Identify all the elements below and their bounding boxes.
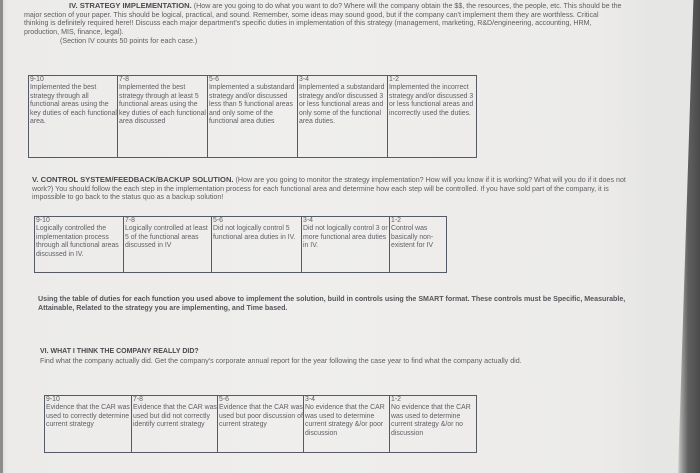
rubric-desc: Did not logically control 5 functional area duties in IV.: [213, 225, 296, 241]
table-row: [45, 396, 477, 453]
rubric-desc: Implemented a substandard strategy and/or discussed less than 5 functional areas and only some of the functional area duties: [209, 84, 295, 126]
rubric-cell: [212, 217, 302, 273]
rubric-cell: [124, 217, 212, 273]
section-iv-rubric-table: [28, 75, 477, 158]
rubric-score: 9-10: [36, 217, 50, 224]
rubric-score: 9-10: [46, 396, 60, 403]
section-v-rubric-table: [34, 216, 447, 273]
rubric-score: 7-8: [125, 217, 135, 224]
rubric-score: 1-2: [389, 76, 399, 83]
smart-controls-note: [38, 295, 688, 312]
page-right-shadow: [678, 0, 700, 473]
section-iv-heading: IV. STRATEGY IMPLEMENTATION.: [69, 1, 192, 10]
rubric-desc: Logically controlled at least 5 of the functional areas discussed in IV: [125, 225, 208, 250]
rubric-cell: [390, 396, 477, 453]
section-vi-heading: VI. WHAT I THINK THE COMPANY REALLY DID?: [40, 348, 199, 355]
rubric-score: 7-8: [119, 76, 129, 83]
rubric-desc: Control was basically non-existent for IV: [391, 225, 434, 250]
rubric-desc: Evidence that the CAR was used but did not correctly identify current strategy: [133, 404, 217, 429]
section-iv-intro: [24, 2, 684, 46]
section-iv-line-1: (How are you going to do what you want to do? Where will the company obtain the $$, the resources, the people, etc. This should be the: [193, 2, 622, 10]
rubric-cell: [132, 396, 218, 453]
rubric-cell: [390, 217, 447, 273]
rubric-desc: Implemented the incorrect strategy and/or discussed 3 or less functional areas and incorrectly used the duties.: [389, 84, 474, 117]
rubric-cell: [298, 76, 388, 158]
section-vi-intro: [40, 348, 680, 365]
rubric-desc: Logically controlled the implementation process through all functional areas discussed in IV.: [36, 225, 119, 258]
rubric-score: 3-4: [303, 217, 313, 224]
rubric-score: 9-10: [30, 76, 44, 83]
section-v-intro: [32, 176, 682, 202]
rubric-cell: [45, 396, 132, 453]
rubric-desc: Implemented the best strategy through all functional areas using the key duties of each functional area.: [30, 84, 117, 126]
rubric-desc: No evidence that the CAR was used to determine current strategy &/or no discussion: [391, 404, 471, 437]
rubric-cell: [208, 76, 298, 158]
rubric-score: 1-2: [391, 217, 401, 224]
section-v-heading: V. CONTROL SYSTEM/FEEDBACK/BACKUP SOLUTION.: [32, 175, 234, 184]
section-vi-rubric-table: [44, 395, 477, 453]
rubric-score: 3-4: [305, 396, 315, 403]
rubric-desc: Implemented the best strategy through at least 5 functional areas using the key duties of each functional area discussed: [119, 84, 206, 126]
rubric-score: 7-8: [133, 396, 143, 403]
section-iv-line-2: major section of your paper. This should be logical, practical, and sound. Remember, some ideas may sound good, but if the company can't implement them they are worthless. Critical: [24, 10, 599, 19]
rubric-cell: [118, 76, 208, 158]
smart-note-line-2: Attainable, Related to the strategy you are implementing, and Time based.: [38, 303, 288, 312]
section-v-line-1: (How are you going to monitor the strategy implementation? How will you know if it is working? What will you do if it does not: [235, 176, 626, 184]
rubric-cell: [29, 76, 118, 158]
rubric-desc: Did not logically control 3 or more functional area duties in IV.: [303, 225, 388, 250]
rubric-score: 1-2: [391, 396, 401, 403]
rubric-cell: [218, 396, 304, 453]
rubric-score: 5-6: [209, 76, 219, 83]
rubric-cell: [302, 217, 390, 273]
page-left-edge: [0, 0, 3, 473]
rubric-desc: Evidence that the CAR was used to correctly determine current strategy: [46, 404, 130, 429]
section-vi-line: Find what the company actually did. Get the company's corporate annual report for the year following the case year to find what the company actually did.: [40, 356, 522, 365]
smart-note-line-1: Using the table of duties for each function you used above to implement the solution, build in controls using the SMART format. These controls must be Specific, Measurable,: [38, 295, 626, 303]
section-iv-points-note: (Section IV counts 50 points for each case.): [60, 36, 198, 45]
rubric-desc: Evidence that the CAR was used but poor discussion of current strategy: [219, 404, 303, 429]
rubric-score: 3-4: [299, 76, 309, 83]
section-iv-line-4: production, MIS, finance, legal).: [24, 28, 124, 37]
table-row: [29, 76, 477, 158]
rubric-cell: [388, 76, 477, 158]
section-v-line-3: impossible to go back to the status quo as a backup solution!: [32, 193, 224, 202]
rubric-desc: Implemented a substandard strategy and/or discussed 3 or less functional areas and only some of the functional area duties.: [299, 84, 385, 126]
rubric-cell: [35, 217, 124, 273]
section-iv-line-3: thinking is definitely required here!! Discuss each major department's specific duties in implementation of this strategy (management, marketing, R&D/engineering, accounting, HRM,: [24, 19, 592, 28]
table-row: [35, 217, 447, 273]
rubric-score: 5-6: [219, 396, 229, 403]
section-v-line-2: work?) You should follow the each step in the implementation process for each functional area and determine how each step will be controlled. If you have sold part of the company, it is: [32, 184, 609, 193]
rubric-score: 5-6: [213, 217, 223, 224]
rubric-desc: No evidence that the CAR was used to determine current strategy &/or poor discussion: [305, 404, 385, 437]
rubric-cell: [304, 396, 390, 453]
